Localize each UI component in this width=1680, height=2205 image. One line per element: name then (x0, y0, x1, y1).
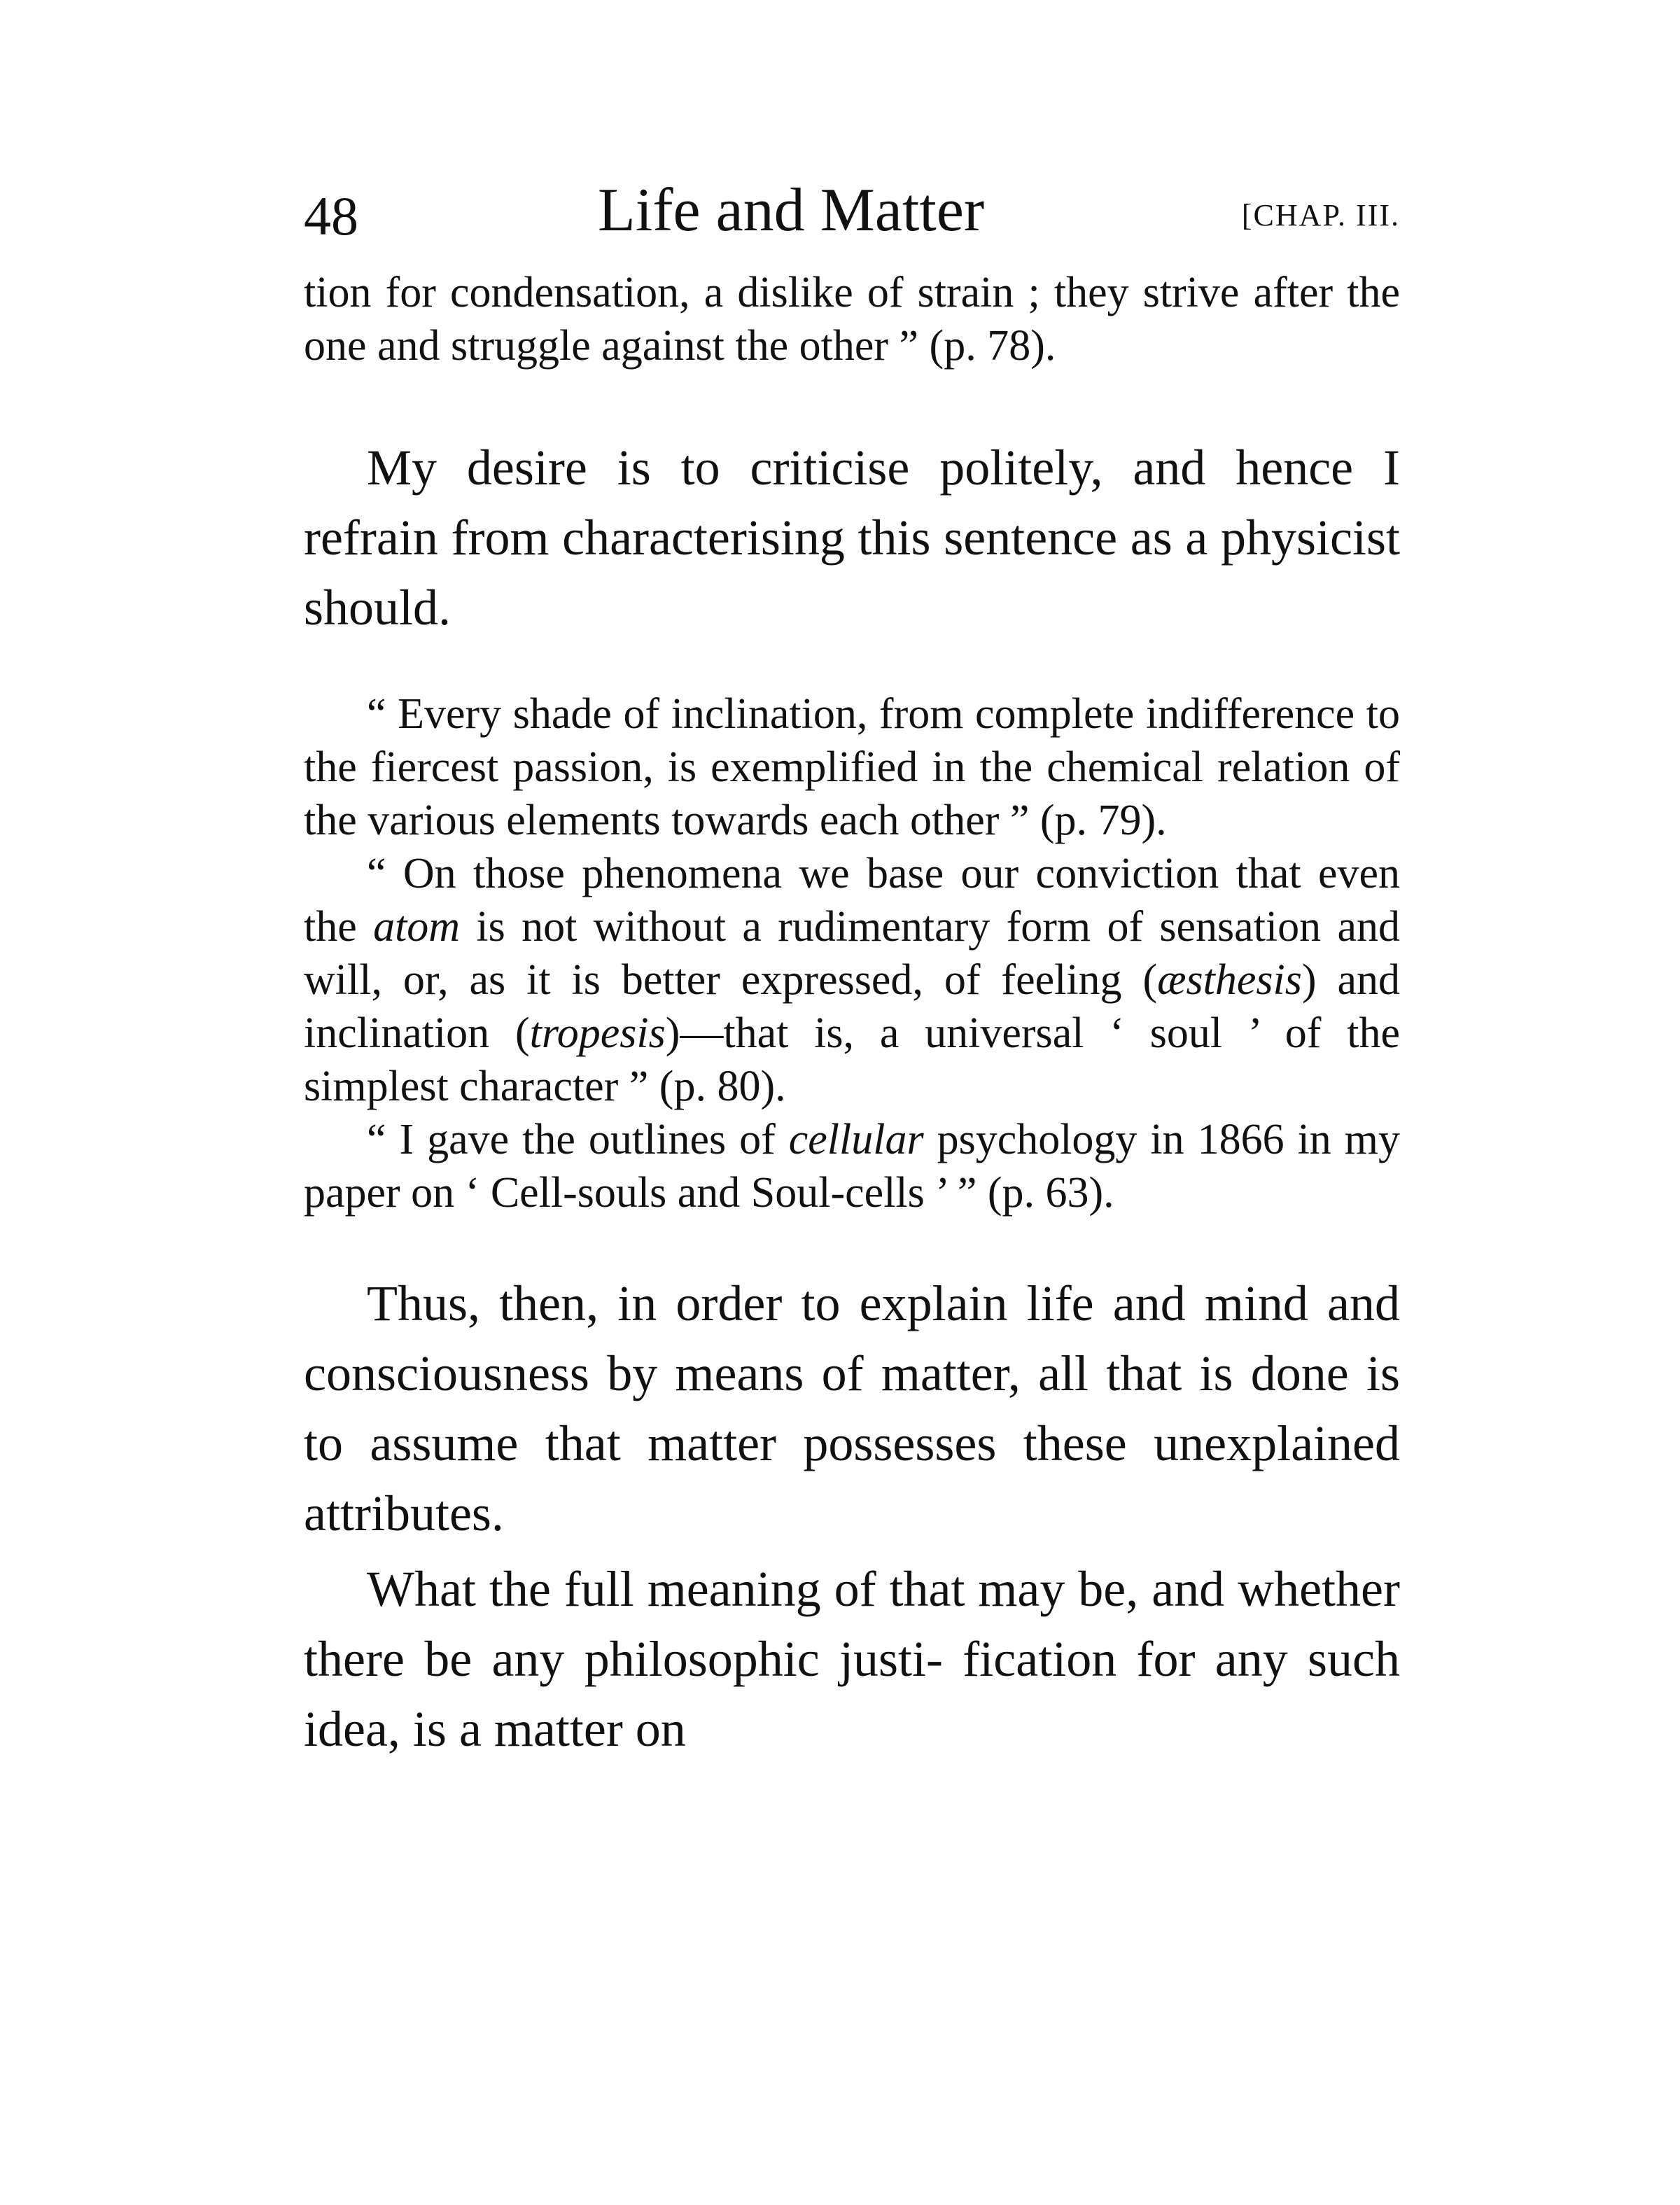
quotation-cellular-psychology: “ I gave the outlines of cellular psychology in 1866 in my paper on ‘ Cell-souls and Soul-cells ’ ” (p. 63). (304, 1116, 1400, 1217)
paragraph-full-meaning: What the full meaning of that may be, and whether there be any philosophic justi- fication for any such idea, is a matter on (304, 1561, 1400, 1757)
italic-aesthesis: æsthesis (1157, 956, 1302, 1004)
chapter-reference: [CHAP. III. (1241, 198, 1400, 232)
book-page (304, 168, 1400, 1764)
page-header (304, 168, 1400, 252)
quotation-block (304, 687, 1400, 1219)
italic-atom: atom (373, 903, 461, 951)
continued-quotation: tion for condensation, a dislike of strain ; they strive after the one and struggle against the other ” (p. 78). (304, 269, 1400, 370)
paragraph-explain-life: Thus, then, in order to explain life and mind and consciousness by means of matter, all that is done is to assume that matter possesses these unexplained attributes. (304, 1275, 1400, 1541)
italic-tropesis: tropesis (529, 1009, 666, 1057)
page-number: 48 (304, 186, 358, 246)
quotation-inclination: “ Every shade of inclination, from complete indifference to the fiercest passion, is exemplified in the chemical relation of the various elements towards each other ” (p. 79). (304, 690, 1400, 844)
quotation-atom: “ On those phenomena we base our conviction that even the atom is not without a rudimentary form of sensation and will, or, as it is better expressed, of feeling (æsthesis) and inclination (tropesis)—that is, a universal ‘ soul ’ of the simplest character ” (p. 80). (304, 850, 1401, 1110)
running-title: Life and Matter (598, 176, 985, 244)
paragraph-criticism: My desire is to criticise politely, and hence I refrain from characterising this sentence as a physicist should. (304, 440, 1400, 636)
italic-cellular: cellular (788, 1116, 924, 1163)
